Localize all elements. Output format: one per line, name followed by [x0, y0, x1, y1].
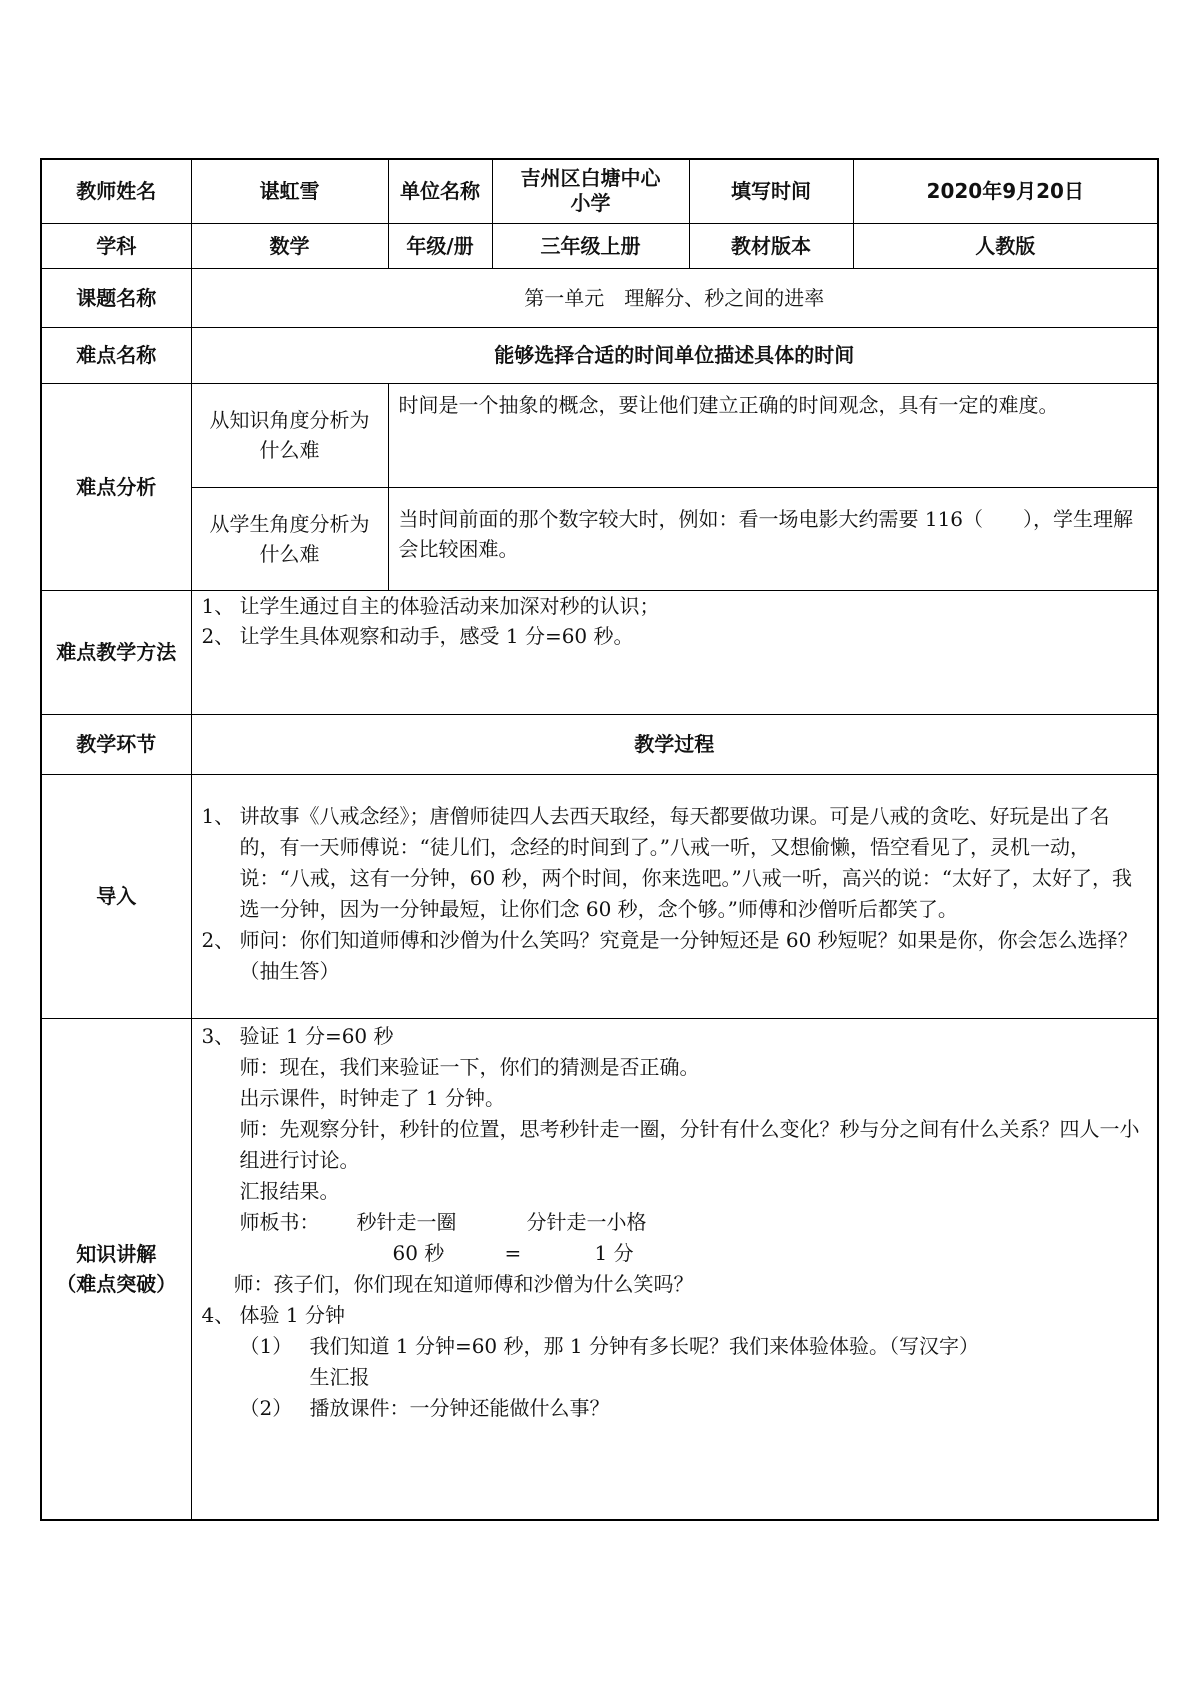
intro-content [191, 774, 1158, 1018]
method-row [41, 590, 1158, 714]
intro-item-1 [202, 801, 1148, 925]
knowledge-content [191, 1018, 1158, 1520]
board-equals: = [504, 1240, 522, 1265]
knowledge-sub-1-more: 生汇报 [309, 1364, 370, 1389]
knowledge-line-1: 师：现在，我们来验证一下，你们的猜测是否正确。 [239, 1054, 700, 1079]
process-label: 教学过程 [191, 714, 1158, 774]
header-row-2 [41, 223, 1158, 268]
knowledge-item-3 [202, 1021, 1148, 1052]
topic-value: 第一单元 理解分、秒之间的进率 [191, 268, 1158, 327]
intro-label: 导入 [41, 774, 191, 1018]
board-minute-hand: 分针走一小格 [526, 1209, 647, 1234]
intro-row [41, 774, 1158, 1018]
subject-value: 数学 [191, 223, 388, 268]
edition-label: 教材版本 [689, 223, 853, 268]
analysis-row-knowledge [41, 383, 1158, 487]
knowledge-label-line1: 知识讲解 [76, 1241, 157, 1266]
grade-value: 三年级上册 [492, 223, 689, 268]
board-one-minute: 1 分 [594, 1240, 634, 1265]
intro-item-2-num: 2、 [201, 927, 235, 952]
method-content [191, 590, 1158, 714]
board-second-hand: 秒针走一圈 [356, 1209, 457, 1234]
method-item-1-num: 1、 [201, 593, 235, 618]
teacher-label: 教师姓名 [41, 159, 191, 223]
lesson-plan-table [40, 158, 1159, 1521]
student-angle-text: 当时间前面的那个数字较大时，例如：看一场电影大约需要 116（ ），学生理解会比较困难。 [388, 487, 1158, 590]
knowledge-sub-1 [202, 1331, 1148, 1362]
student-angle-label: 从学生角度分析为什么难 [191, 487, 388, 590]
process-header-row [41, 714, 1158, 774]
difficulty-label: 难点名称 [41, 327, 191, 383]
knowledge-item-3-title: 验证 1 分=60 秒 [239, 1023, 394, 1048]
knowledge-item-4-num: 4、 [201, 1302, 235, 1327]
intro-item-1-num: 1、 [201, 803, 235, 828]
knowledge-item-3-num: 3、 [201, 1023, 235, 1048]
method-item-1-text: 让学生通过自主的体验活动来加深对秒的认识； [239, 593, 660, 618]
knowledge-line-5: 师：孩子们，你们现在知道师傅和沙僧为什么笑吗？ [233, 1271, 694, 1296]
knowledge-label-line2: （难点突破） [56, 1271, 177, 1296]
topic-label: 课题名称 [41, 268, 191, 327]
knowledge-label [41, 1018, 191, 1520]
intro-item-2-text: 师问：你们知道师傅和沙僧为什么笑吗？究竟是一分钟短还是 60 秒短呢？如果是你，你会怎么选择？（抽生答） [239, 927, 1138, 983]
header-row-1 [41, 159, 1158, 223]
method-item-2-text: 让学生具体观察和动手，感受 1 分=60 秒。 [239, 623, 634, 648]
teacher-value: 谌虹雪 [191, 159, 388, 223]
knowledge-sub-1-text: 我们知道 1 分钟=60 秒，那 1 分钟有多长呢？我们来体验体验。（写汉字） [309, 1333, 979, 1358]
difficulty-value: 能够选择合适的时间单位描述具体的时间 [191, 327, 1158, 383]
board-sixty-seconds: 60 秒 [392, 1240, 445, 1265]
analysis-label: 难点分析 [41, 383, 191, 590]
intro-item-1-text: 讲故事《八戒念经》；唐僧师徒四人去西天取经，每天都要做功课。可是八戒的贪吃、好玩是出了名的，有一天师傅说：“徒儿们，念经的时间到了。”八戒一听，又想偷懒，悟空看见了，灵机一动，说：“八戒，这有一分钟，60 秒，两个时间，你来选吧。”八戒一听，高兴的说：“太好了，太好了，我选一分钟，因为一分钟最短，让你们念 60 秒，念个够。”师傅和沙僧听后都笑了。 [239, 803, 1132, 921]
unit-value: 吉州区白塘中心小学 [492, 159, 689, 223]
knowledge-sub-2-num: （2） [239, 1395, 293, 1420]
edition-value: 人教版 [853, 223, 1158, 268]
board-writing-row-2 [202, 1238, 1148, 1269]
knowledge-sub-2 [202, 1393, 1148, 1424]
date-value: 2020年9月20日 [853, 159, 1158, 223]
knowledge-angle-text: 时间是一个抽象的概念，要让他们建立正确的时间观念，具有一定的难度。 [388, 383, 1158, 487]
knowledge-sub-2-text: 播放课件：一分钟还能做什么事？ [309, 1395, 610, 1420]
difficulty-row [41, 327, 1158, 383]
date-label: 填写时间 [689, 159, 853, 223]
knowledge-row [41, 1018, 1158, 1520]
board-label: 师板书： [239, 1209, 320, 1234]
process-stage-label: 教学环节 [41, 714, 191, 774]
topic-row [41, 268, 1158, 327]
knowledge-line-2: 出示课件，时钟走了 1 分钟。 [239, 1085, 505, 1110]
unit-label: 单位名称 [388, 159, 492, 223]
subject-label: 学科 [41, 223, 191, 268]
knowledge-sub-1-num: （1） [239, 1333, 293, 1358]
grade-label: 年级/册 [388, 223, 492, 268]
knowledge-line-4: 汇报结果。 [239, 1178, 340, 1203]
method-item-1 [202, 591, 1148, 621]
method-label: 难点教学方法 [41, 590, 191, 714]
analysis-row-student [41, 487, 1158, 590]
knowledge-item-4-title: 体验 1 分钟 [239, 1302, 345, 1327]
method-item-2 [202, 621, 1148, 651]
board-writing-row-1 [202, 1207, 1148, 1238]
method-item-2-num: 2、 [201, 623, 235, 648]
intro-item-2 [202, 925, 1148, 987]
knowledge-line-3: 师：先观察分针，秒针的位置，思考秒针走一圈，分针有什么变化？秒与分之间有什么关系？四人一小组进行讨论。 [239, 1116, 1140, 1172]
knowledge-angle-label: 从知识角度分析为什么难 [191, 383, 388, 487]
knowledge-item-4 [202, 1300, 1148, 1331]
